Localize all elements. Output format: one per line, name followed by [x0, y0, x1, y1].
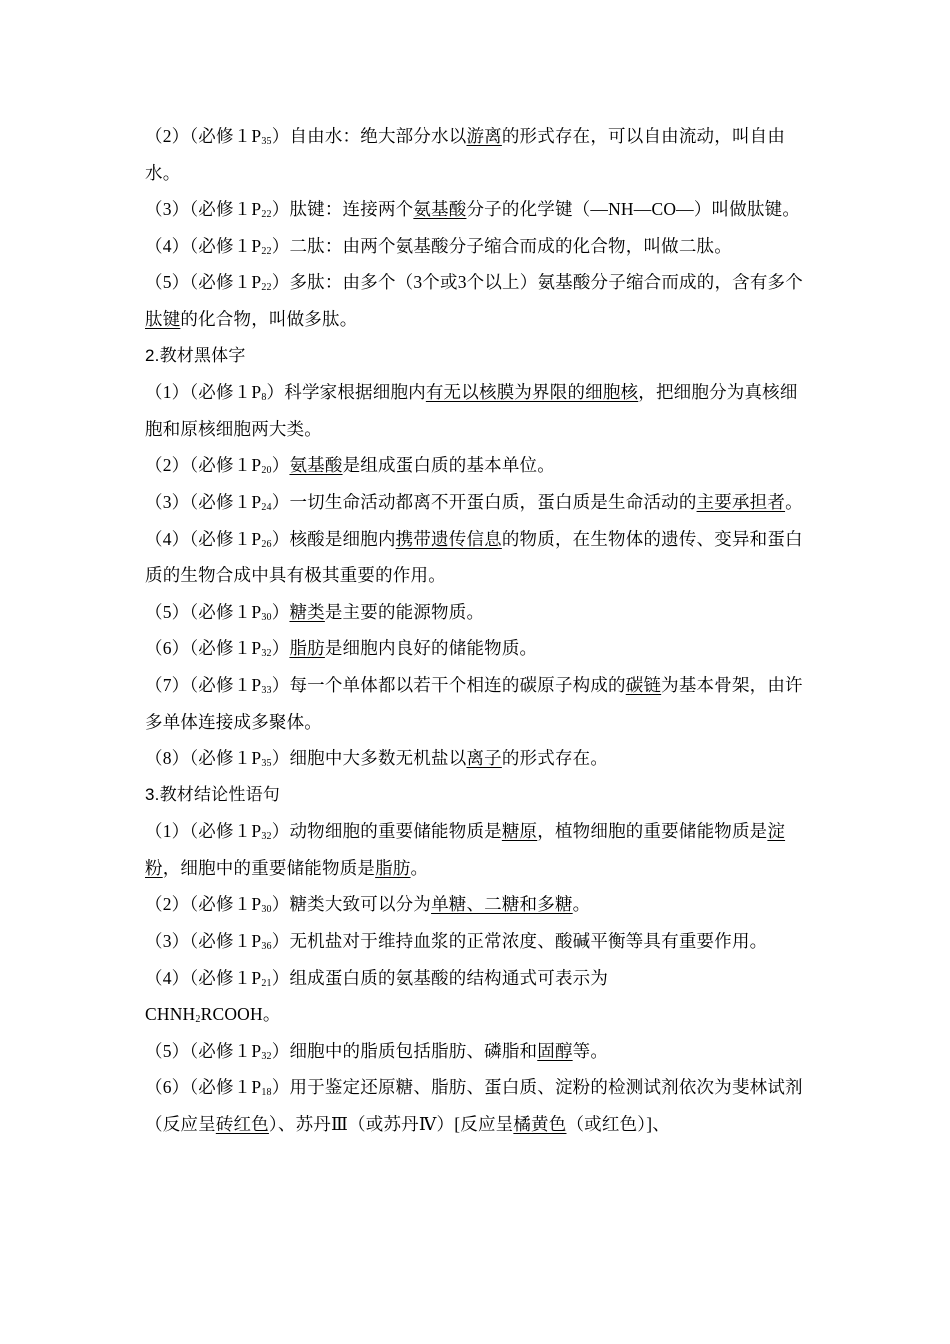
list-item — [145, 594, 815, 631]
page-subscript: 32 — [261, 831, 272, 843]
text-segment: （1）（必修１P — [145, 382, 262, 403]
page-subscript: 32 — [261, 648, 272, 660]
text-segment: 。 — [410, 857, 429, 878]
text-segment: ）每一个单体都以若干个相连的碳原子构成的 — [271, 674, 626, 695]
text-segment: ）用于鉴定还原糖、脂肪、蛋白质、淀粉的检测试剂依次为斐林试剂（反应呈 — [145, 1077, 803, 1135]
page-subscript: 18 — [261, 1087, 272, 1099]
text-segment: （7）（必修１P — [145, 674, 262, 695]
text-segment: ）糖类大致可以分为 — [271, 894, 432, 915]
text-segment: ，植物细胞的重要储能物质是 — [537, 821, 768, 842]
text-segment: ）自由水：绝大部分水以 — [271, 126, 467, 146]
section-heading — [145, 777, 815, 814]
underlined-term: 脂肪 — [289, 638, 325, 659]
underlined-term: 有无以核膜为界限的细胞核 — [425, 382, 639, 403]
page-subscript: 33 — [261, 684, 272, 696]
text-segment: （3）（必修１P — [145, 931, 262, 952]
page-subscript: 21 — [261, 977, 272, 989]
text-segment: ）二肽：由两个氨基酸分子缩合而成的化合物，叫做二肽。 — [271, 235, 732, 256]
list-item — [145, 886, 815, 923]
underlined-term: 氨基酸 — [289, 455, 343, 476]
text-segment: 2.教材黑体字 — [145, 345, 246, 365]
text-segment: ） — [271, 638, 290, 659]
page-subscript: 30 — [261, 904, 272, 916]
list-item — [145, 118, 815, 191]
text-segment: （1）（必修１P — [145, 821, 262, 842]
text-segment: ）组成蛋白质的氨基酸的结构通式可表示为 — [271, 967, 609, 988]
list-item — [145, 740, 815, 777]
list-item — [145, 484, 815, 521]
text-segment: （4）（必修１P — [145, 235, 262, 256]
page-subscript: 36 — [261, 941, 272, 953]
text-segment: （2）（必修１P — [145, 455, 262, 476]
underlined-term: 碳链 — [625, 674, 662, 695]
text-segment: （6）（必修１P — [145, 638, 262, 659]
underlined-term: 脂肪 — [375, 857, 411, 878]
text-segment: ）动物细胞的重要储能物质是 — [271, 821, 502, 842]
text-segment: （2）（必修１P — [145, 126, 262, 146]
text-segment: 等。 — [572, 1040, 609, 1061]
underlined-term: 携带遗传信息 — [395, 528, 502, 549]
list-item — [145, 1069, 815, 1142]
text-segment: （5）（必修１P — [145, 1040, 262, 1061]
text-segment: ）科学家根据细胞内 — [266, 382, 426, 403]
text-segment: 为基本骨架，由许多单体连接成多聚体。 — [145, 674, 803, 732]
text-segment: CHNH — [145, 1004, 196, 1025]
page-subscript: 30 — [261, 611, 272, 623]
text-segment: RCOOH。 — [200, 1004, 281, 1025]
text-segment: 是细胞内良好的储能物质。 — [324, 638, 538, 659]
list-item — [145, 521, 815, 594]
text-segment: （3）（必修１P — [145, 491, 262, 512]
text-segment: （8）（必修１P — [145, 748, 262, 769]
section-heading — [145, 338, 815, 375]
page-subscript: 35 — [261, 758, 272, 770]
list-item — [145, 447, 815, 484]
text-segment: ）、苏丹Ⅲ（或苏丹Ⅳ）[反应呈 — [268, 1114, 514, 1135]
text-segment: （4）（必修１P — [145, 967, 262, 988]
page-subscript: 22 — [261, 209, 272, 221]
text-segment: ）一切生命活动都离不开蛋白质，蛋白质是生命活动的 — [271, 491, 697, 512]
text-segment: 的化合物，叫做多肽。 — [180, 308, 358, 329]
text-segment: 3.教材结论性语句 — [145, 784, 280, 804]
underlined-term: 单糖、二糖和多糖 — [431, 894, 573, 915]
text-segment: （2）（必修１P — [145, 894, 262, 915]
text-segment: ）无机盐对于维持血浆的正常浓度、酸碱平衡等具有重要作用。 — [271, 931, 768, 952]
underlined-term: 游离 — [466, 126, 502, 146]
page-subscript: 32 — [261, 1050, 272, 1062]
list-item — [145, 960, 815, 997]
text-segment: ）肽键：连接两个 — [271, 199, 414, 220]
text-segment: （5）（必修１P — [145, 601, 262, 622]
text-segment: 的形式存在，可以自由流动，叫自由水。 — [145, 126, 786, 183]
text-segment: ）细胞中的脂质包括脂肪、磷脂和 — [271, 1040, 538, 1061]
page-subscript: 26 — [261, 538, 272, 550]
page-subscript: 8 — [261, 392, 267, 404]
underlined-term: 离子 — [466, 748, 502, 769]
text-segment: ，把细胞分为真核细胞和原核细胞两大类。 — [145, 382, 798, 439]
text-segment: 分子的化学键（—NH—CO—）叫做肽键。 — [466, 199, 801, 220]
text-segment: 是组成蛋白质的基本单位。 — [342, 455, 555, 476]
underlined-term: 糖类 — [289, 601, 325, 622]
text-segment: ）核酸是细胞内 — [271, 528, 396, 549]
text-segment: ） — [271, 455, 290, 476]
list-item — [145, 923, 815, 960]
list-item — [145, 1033, 815, 1070]
text-segment: （6）（必修１P — [145, 1077, 262, 1098]
underlined-term: 氨基酸 — [413, 199, 467, 220]
underlined-term: 糖原 — [501, 821, 538, 842]
list-item — [145, 667, 815, 740]
list-item — [145, 630, 815, 667]
list-item — [145, 264, 815, 337]
list-item — [145, 374, 815, 447]
text-segment: 的形式存在。 — [501, 748, 609, 769]
page-subscript: 22 — [261, 245, 272, 257]
page-subscript: 2 — [195, 1014, 201, 1026]
text-segment: ）多肽：由多个（3个或3个以上）氨基酸分子缩合而成的，含有多个 — [271, 272, 803, 293]
list-item — [145, 191, 815, 228]
text-segment: （5）（必修１P — [145, 272, 262, 293]
text-segment: ，细胞中的重要储能物质是 — [162, 857, 376, 878]
page-subscript: 35 — [261, 136, 272, 147]
underlined-term: 固醇 — [537, 1040, 573, 1061]
underlined-term: 橘黄色 — [513, 1114, 567, 1135]
text-segment: 。 — [785, 491, 803, 512]
text-segment: （4）（必修１P — [145, 528, 262, 549]
document-body — [145, 118, 815, 1143]
underlined-term: 砖红色 — [215, 1114, 269, 1135]
text-segment: ） — [271, 601, 290, 622]
text-segment: 的物质，在生物体的遗传、变异和蛋白质的生物合成中具有极其重要的作用。 — [145, 528, 803, 586]
page-subscript: 24 — [261, 501, 272, 513]
text-segment: 是主要的能源物质。 — [324, 601, 485, 622]
page-subscript: 20 — [261, 465, 272, 477]
list-item — [145, 228, 815, 265]
underlined-term: 淀粉 — [145, 821, 786, 878]
text-segment: 。 — [572, 894, 591, 915]
text-segment: ）细胞中大多数无机盐以 — [271, 748, 467, 769]
underlined-term: 主要承担者 — [696, 491, 786, 512]
text-segment: （或红色）]、 — [566, 1114, 670, 1135]
list-item — [145, 813, 815, 886]
page-subscript: 22 — [261, 282, 272, 294]
text-segment: （3）（必修１P — [145, 199, 262, 220]
underlined-term: 肽键 — [145, 308, 181, 329]
list-item — [145, 996, 815, 1033]
